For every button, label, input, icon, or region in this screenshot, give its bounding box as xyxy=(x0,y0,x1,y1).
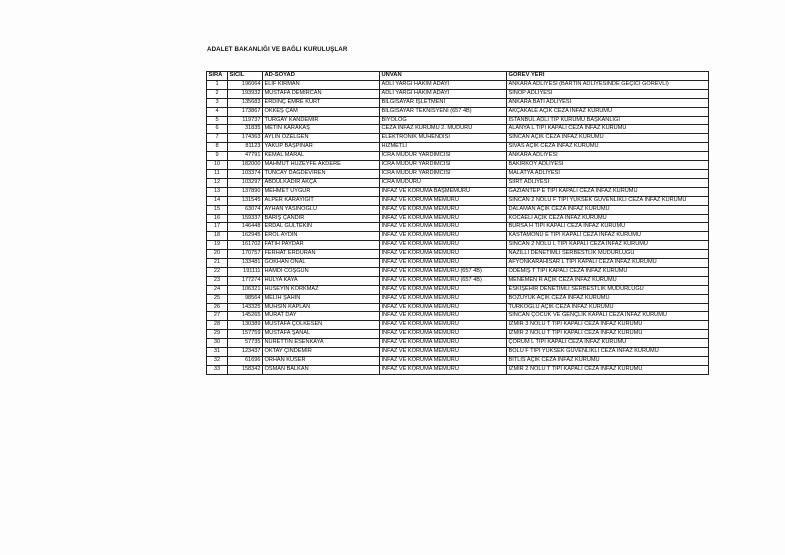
cell-gorev-yeri: KASTAMONU E TİPİ KAPALI CEZA İNFAZ KURUMU xyxy=(507,232,709,241)
cell-unvan: İCRA MÜDÜR YARDIMCISI xyxy=(380,152,507,161)
table-row xyxy=(207,89,709,98)
cell-ad-soyad: TUNCAY DAĞDEVİREN xyxy=(263,169,380,178)
table-row xyxy=(207,161,709,170)
table-row xyxy=(207,241,709,250)
cell-sicil: 98564 xyxy=(228,294,263,303)
cell-ad-soyad: MUSTAFA DEMİRCAN xyxy=(263,89,380,98)
cell-sira: 20 xyxy=(207,250,228,259)
cell-unvan: İNFAZ VE KORUMA MEMURU xyxy=(380,232,507,241)
cell-sira: 31 xyxy=(207,348,228,357)
cell-unvan: İNFAZ VE KORUMA MEMURU xyxy=(380,205,507,214)
cell-gorev-yeri: İZMİR 2 NOLU T TİPİ KAPALI CEZA İNFAZ KURUMU xyxy=(507,365,709,374)
table-row xyxy=(207,267,709,276)
cell-gorev-yeri: BİTLİS AÇIK CEZA İNFAZ KURUMU xyxy=(507,357,709,366)
header-sira: SIRA xyxy=(207,72,228,81)
cell-sira: 4 xyxy=(207,107,228,116)
table-row xyxy=(207,276,709,285)
table-row xyxy=(207,250,709,259)
table-row xyxy=(207,259,709,268)
table-row xyxy=(207,196,709,205)
cell-gorev-yeri: BAKIRKÖY ADLİYESİ xyxy=(507,161,709,170)
cell-sicil: 47791 xyxy=(228,152,263,161)
cell-sicil: 170757 xyxy=(228,250,263,259)
cell-ad-soyad: HÜLYA KAYA xyxy=(263,276,380,285)
cell-sicil: 106321 xyxy=(228,285,263,294)
cell-gorev-yeri: ESKİŞEHİR DENETİMLİ SERBESTLİK MÜDÜRLÜĞÜ xyxy=(507,285,709,294)
cell-gorev-yeri: SİVAS AÇIK CEZA İNFAZ KURUMU xyxy=(507,143,709,152)
cell-sicil: 196064 xyxy=(228,80,263,89)
cell-unvan: HİZMETLİ xyxy=(380,143,507,152)
table-row xyxy=(207,169,709,178)
cell-gorev-yeri: ANKARA ADLİYESİ (BARTIN ADLİYESİNDE GEÇİCİ GÖREVLİ) xyxy=(507,80,709,89)
table-body xyxy=(207,80,709,374)
cell-ad-soyad: NURETTİN ESENKAYA xyxy=(263,339,380,348)
cell-ad-soyad: ERDİNÇ EMRE KURT xyxy=(263,98,380,107)
cell-gorev-yeri: NAZİLLİ DENETİMLİ SERBESTLİK MÜDÜRLÜĞÜ xyxy=(507,250,709,259)
cell-ad-soyad: MUSTAFA ŞANAL xyxy=(263,330,380,339)
cell-gorev-yeri: DALAMAN AÇIK CEZA İNFAZ KURUMU xyxy=(507,205,709,214)
cell-sicil: 193932 xyxy=(228,89,263,98)
cell-ad-soyad: MELİH ŞAHİN xyxy=(263,294,380,303)
cell-sicil: 157759 xyxy=(228,330,263,339)
cell-sira: 25 xyxy=(207,294,228,303)
header-sicil: SİCİL xyxy=(228,72,263,81)
cell-gorev-yeri: AKÇAKALE AÇIK CEZA İNFAZ KURUMU xyxy=(507,107,709,116)
table-row xyxy=(207,214,709,223)
cell-sicil: 119737 xyxy=(228,116,263,125)
cell-sira: 23 xyxy=(207,276,228,285)
cell-sicil: 162945 xyxy=(228,232,263,241)
cell-sicil: 103297 xyxy=(228,178,263,187)
cell-sira: 8 xyxy=(207,143,228,152)
cell-sicil: 174363 xyxy=(228,134,263,143)
table-row xyxy=(207,339,709,348)
cell-sicil: 123437 xyxy=(228,348,263,357)
cell-sira: 28 xyxy=(207,321,228,330)
cell-unvan: İCRA MÜDÜRÜ xyxy=(380,178,507,187)
cell-sira: 18 xyxy=(207,232,228,241)
cell-sira: 12 xyxy=(207,178,228,187)
cell-gorev-yeri: İZMİR 3 NOLU T TİPİ KAPALI CEZA İNFAZ KURUMU xyxy=(507,321,709,330)
cell-ad-soyad: EROL AYDIN xyxy=(263,232,380,241)
cell-unvan: ADLİ YARGI HÂKİM ADAYI xyxy=(380,89,507,98)
header-unvan: UNVAN xyxy=(380,72,507,81)
table-row xyxy=(207,152,709,161)
cell-sicil: 161702 xyxy=(228,241,263,250)
table-row xyxy=(207,98,709,107)
cell-sira: 7 xyxy=(207,134,228,143)
cell-sicil: 61696 xyxy=(228,357,263,366)
cell-ad-soyad: MURAT DAY xyxy=(263,312,380,321)
table-row xyxy=(207,330,709,339)
cell-unvan: İNFAZ VE KORUMA MEMURU xyxy=(380,250,507,259)
cell-gorev-yeri: İSTANBUL ADLİ TIP KURUMU BAŞKANLIĞI xyxy=(507,116,709,125)
cell-unvan: İNFAZ VE KORUMA MEMURU (657 4B) xyxy=(380,267,507,276)
cell-unvan: İNFAZ VE KORUMA MEMURU xyxy=(380,321,507,330)
cell-ad-soyad: MEHMET UYĞUR xyxy=(263,187,380,196)
cell-ad-soyad: OSMAN BALKAN xyxy=(263,365,380,374)
table-row xyxy=(207,116,709,125)
cell-gorev-yeri: İZMİR 2 NOLU T TİPİ KAPALI CEZA İNFAZ KURUMU xyxy=(507,330,709,339)
cell-unvan: İNFAZ VE KORUMA MEMURU xyxy=(380,312,507,321)
cell-unvan: İNFAZ VE KORUMA MEMURU xyxy=(380,259,507,268)
cell-sira: 29 xyxy=(207,330,228,339)
cell-ad-soyad: ORHAN KÜSER xyxy=(263,357,380,366)
cell-ad-soyad: MUSTAFA ÇÖLKESEN xyxy=(263,321,380,330)
cell-sicil: 81123 xyxy=(228,143,263,152)
cell-ad-soyad: KEMAL MARAL xyxy=(263,152,380,161)
cell-unvan: İNFAZ VE KORUMA MEMURU xyxy=(380,357,507,366)
cell-sicil: 159337 xyxy=(228,214,263,223)
cell-sicil: 158342 xyxy=(228,365,263,374)
cell-sicil: 145265 xyxy=(228,312,263,321)
cell-gorev-yeri: ANKARA ADLİYESİ xyxy=(507,152,709,161)
cell-sira: 19 xyxy=(207,241,228,250)
cell-sicil: 137890 xyxy=(228,187,263,196)
cell-unvan: İNFAZ VE KORUMA MEMURU xyxy=(380,196,507,205)
cell-unvan: İNFAZ VE KORUMA MEMURU xyxy=(380,214,507,223)
cell-sicil: 63074 xyxy=(228,205,263,214)
cell-sira: 3 xyxy=(207,98,228,107)
cell-ad-soyad: AYHAN YASİNOĞLU xyxy=(263,205,380,214)
cell-sicil: 143325 xyxy=(228,303,263,312)
cell-unvan: BİLGİSAYAR İŞLETMENİ xyxy=(380,98,507,107)
cell-unvan: İCRA MÜDÜR YARDIMCISI xyxy=(380,169,507,178)
cell-ad-soyad: OKTAY ÇİNDEMİR xyxy=(263,348,380,357)
cell-sicil: 131545 xyxy=(228,196,263,205)
table-row xyxy=(207,285,709,294)
table-row xyxy=(207,303,709,312)
personnel-table xyxy=(206,71,709,375)
cell-ad-soyad: TURGAY KANDEMİR xyxy=(263,116,380,125)
cell-ad-soyad: YAKUP BAŞPINAR xyxy=(263,143,380,152)
cell-gorev-yeri: MALATYA ADLİYESİ xyxy=(507,169,709,178)
cell-sicil: 133481 xyxy=(228,259,263,268)
table-header-row xyxy=(207,72,709,81)
cell-ad-soyad: HAMDİ COŞGUN xyxy=(263,267,380,276)
cell-ad-soyad: BARIŞ ÇANDIR xyxy=(263,214,380,223)
cell-unvan: BİLGİSAYAR TEKNİSYENİ (657 4B) xyxy=(380,107,507,116)
header-gorev-yeri: GÖREV YERİ xyxy=(507,72,709,81)
table-row xyxy=(207,178,709,187)
cell-gorev-yeri: TÜRKOĞLU AÇIK CEZA İNFAZ KURUMU xyxy=(507,303,709,312)
table-row xyxy=(207,312,709,321)
cell-unvan: İNFAZ VE KORUMA BAŞMEMURU xyxy=(380,187,507,196)
table-row xyxy=(207,294,709,303)
cell-sira: 14 xyxy=(207,196,228,205)
cell-unvan: İNFAZ VE KORUMA MEMURU xyxy=(380,330,507,339)
cell-sira: 10 xyxy=(207,161,228,170)
cell-ad-soyad: FERHAT ERDURAN xyxy=(263,250,380,259)
cell-sicil: 103374 xyxy=(228,169,263,178)
cell-sicil: 130389 xyxy=(228,321,263,330)
cell-gorev-yeri: MENEMEN R AÇIK CEZA İNFAZ KURUMU xyxy=(507,276,709,285)
cell-sicil: 191111 xyxy=(228,267,263,276)
table-row xyxy=(207,205,709,214)
table-row xyxy=(207,357,709,366)
cell-ad-soyad: ÖKKEŞ ÇAM xyxy=(263,107,380,116)
cell-unvan: İNFAZ VE KORUMA MEMURU xyxy=(380,223,507,232)
cell-gorev-yeri: SİNOP ADLİYESİ xyxy=(507,89,709,98)
cell-sira: 22 xyxy=(207,267,228,276)
table-row xyxy=(207,232,709,241)
cell-gorev-yeri: SİİRT ADLİYESİ xyxy=(507,178,709,187)
cell-sicil: 182000 xyxy=(228,161,263,170)
cell-gorev-yeri: BOZÜYÜK AÇIK CEZA İNFAZ KURUMU xyxy=(507,294,709,303)
cell-sicil: 31835 xyxy=(228,125,263,134)
cell-sira: 5 xyxy=(207,116,228,125)
cell-sicil: 57735 xyxy=(228,339,263,348)
cell-ad-soyad: ABDULKADİR AKÇA xyxy=(263,178,380,187)
table-row xyxy=(207,348,709,357)
cell-unvan: İNFAZ VE KORUMA MEMURU xyxy=(380,294,507,303)
cell-sira: 6 xyxy=(207,125,228,134)
cell-sira: 33 xyxy=(207,365,228,374)
cell-sicil: 177274 xyxy=(228,276,263,285)
cell-unvan: İNFAZ VE KORUMA MEMURU xyxy=(380,339,507,348)
cell-sicil: 135683 xyxy=(228,98,263,107)
cell-sira: 32 xyxy=(207,357,228,366)
cell-sira: 30 xyxy=(207,339,228,348)
cell-unvan: İNFAZ VE KORUMA MEMURU xyxy=(380,365,507,374)
cell-sira: 17 xyxy=(207,223,228,232)
cell-unvan: ADLİ YARGI HÂKİM ADAYI xyxy=(380,80,507,89)
cell-gorev-yeri: KOCAELİ AÇIK CEZA İNFAZ KURUMU xyxy=(507,214,709,223)
cell-gorev-yeri: ALANYA L TİPİ KAPALI CEZA İNFAZ KURUMU xyxy=(507,125,709,134)
cell-unvan: İNFAZ VE KORUMA MEMURU xyxy=(380,241,507,250)
table-row xyxy=(207,80,709,89)
cell-sira: 2 xyxy=(207,89,228,98)
cell-ad-soyad: MAHMUT HUZEYFE AKDERE xyxy=(263,161,380,170)
cell-unvan: İNFAZ VE KORUMA MEMURU xyxy=(380,348,507,357)
table-row xyxy=(207,321,709,330)
cell-gorev-yeri: SİNCAN 2 NOLU L TİPİ KAPALI CEZA İNFAZ KURUMU xyxy=(507,241,709,250)
cell-unvan: ELEKTRONİK MÜHENDİSİ xyxy=(380,134,507,143)
cell-ad-soyad: FATİH PAYDAR xyxy=(263,241,380,250)
table-row xyxy=(207,125,709,134)
cell-sicil: 146448 xyxy=(228,223,263,232)
table-row xyxy=(207,107,709,116)
cell-unvan: İNFAZ VE KORUMA MEMURU xyxy=(380,303,507,312)
cell-unvan: CEZA İNFAZ KURUMU 2. MÜDÜRÜ xyxy=(380,125,507,134)
cell-sira: 26 xyxy=(207,303,228,312)
cell-sira: 11 xyxy=(207,169,228,178)
cell-sira: 27 xyxy=(207,312,228,321)
cell-sicil: 173867 xyxy=(228,107,263,116)
cell-gorev-yeri: ANKARA BATI ADLİYESİ xyxy=(507,98,709,107)
cell-ad-soyad: HÜSEYİN KORKMAZ xyxy=(263,285,380,294)
cell-unvan: BİYOLOG xyxy=(380,116,507,125)
cell-sira: 21 xyxy=(207,259,228,268)
cell-ad-soyad: GÖKHAN ÖNAL xyxy=(263,259,380,268)
cell-gorev-yeri: BOLU F TİPİ YÜKSEK GÜVENLİKLİ CEZA İNFAZ KURUMU xyxy=(507,348,709,357)
cell-sira: 24 xyxy=(207,285,228,294)
cell-unvan: İNFAZ VE KORUMA MEMURU (657 4B) xyxy=(380,276,507,285)
cell-unvan: İCRA MÜDÜR YARDIMCISI xyxy=(380,161,507,170)
table-row xyxy=(207,187,709,196)
cell-ad-soyad: AYLİN ÖZELGEN xyxy=(263,134,380,143)
cell-ad-soyad: ALPER KARAYİĞİT xyxy=(263,196,380,205)
table-row xyxy=(207,223,709,232)
cell-ad-soyad: MUHSİN KAPLAN xyxy=(263,303,380,312)
cell-gorev-yeri: ÇORUM L TİPİ KAPALI CEZA İNFAZ KURUMU xyxy=(507,339,709,348)
document-title: ADALET BAKANLIĞI VE BAĞLI KURULUŞLAR xyxy=(207,46,348,53)
cell-gorev-yeri: SİNCAN ÇOCUK VE GENÇLİK KAPALI CEZA İNFAZ KURUMU xyxy=(507,312,709,321)
cell-ad-soyad: ELİF KIRMAN xyxy=(263,80,380,89)
cell-gorev-yeri: GAZİANTEP E TİPİ KAPALI CEZA İNFAZ KURUMU xyxy=(507,187,709,196)
cell-sira: 15 xyxy=(207,205,228,214)
cell-gorev-yeri: SİNCAN AÇIK CEZA İNFAZ KURUMU xyxy=(507,134,709,143)
cell-gorev-yeri: BURSA H TİPİ KAPALI CEZA İNFAZ KURUMU xyxy=(507,223,709,232)
cell-ad-soyad: METİN KARAKAŞ xyxy=(263,125,380,134)
cell-sira: 1 xyxy=(207,80,228,89)
header-ad-soyad: AD-SOYAD xyxy=(263,72,380,81)
cell-gorev-yeri: ÖDEMİŞ T TİPİ KAPALI CEZA İNFAZ KURUMU xyxy=(507,267,709,276)
cell-ad-soyad: ERDAL GÜLTEKİN xyxy=(263,223,380,232)
cell-sira: 16 xyxy=(207,214,228,223)
table-row xyxy=(207,134,709,143)
cell-gorev-yeri: SİNCAN 2 NOLU F TİPİ YÜKSEK GÜVENLİKLİ CEZA İNFAZ KURUMU xyxy=(507,196,709,205)
cell-sira: 13 xyxy=(207,187,228,196)
table-row xyxy=(207,143,709,152)
cell-gorev-yeri: AFYONKARAHİSAR L TİPİ KAPALI CEZA İNFAZ KURUMU xyxy=(507,259,709,268)
cell-unvan: İNFAZ VE KORUMA MEMURU xyxy=(380,285,507,294)
table-row xyxy=(207,365,709,374)
cell-sira: 9 xyxy=(207,152,228,161)
